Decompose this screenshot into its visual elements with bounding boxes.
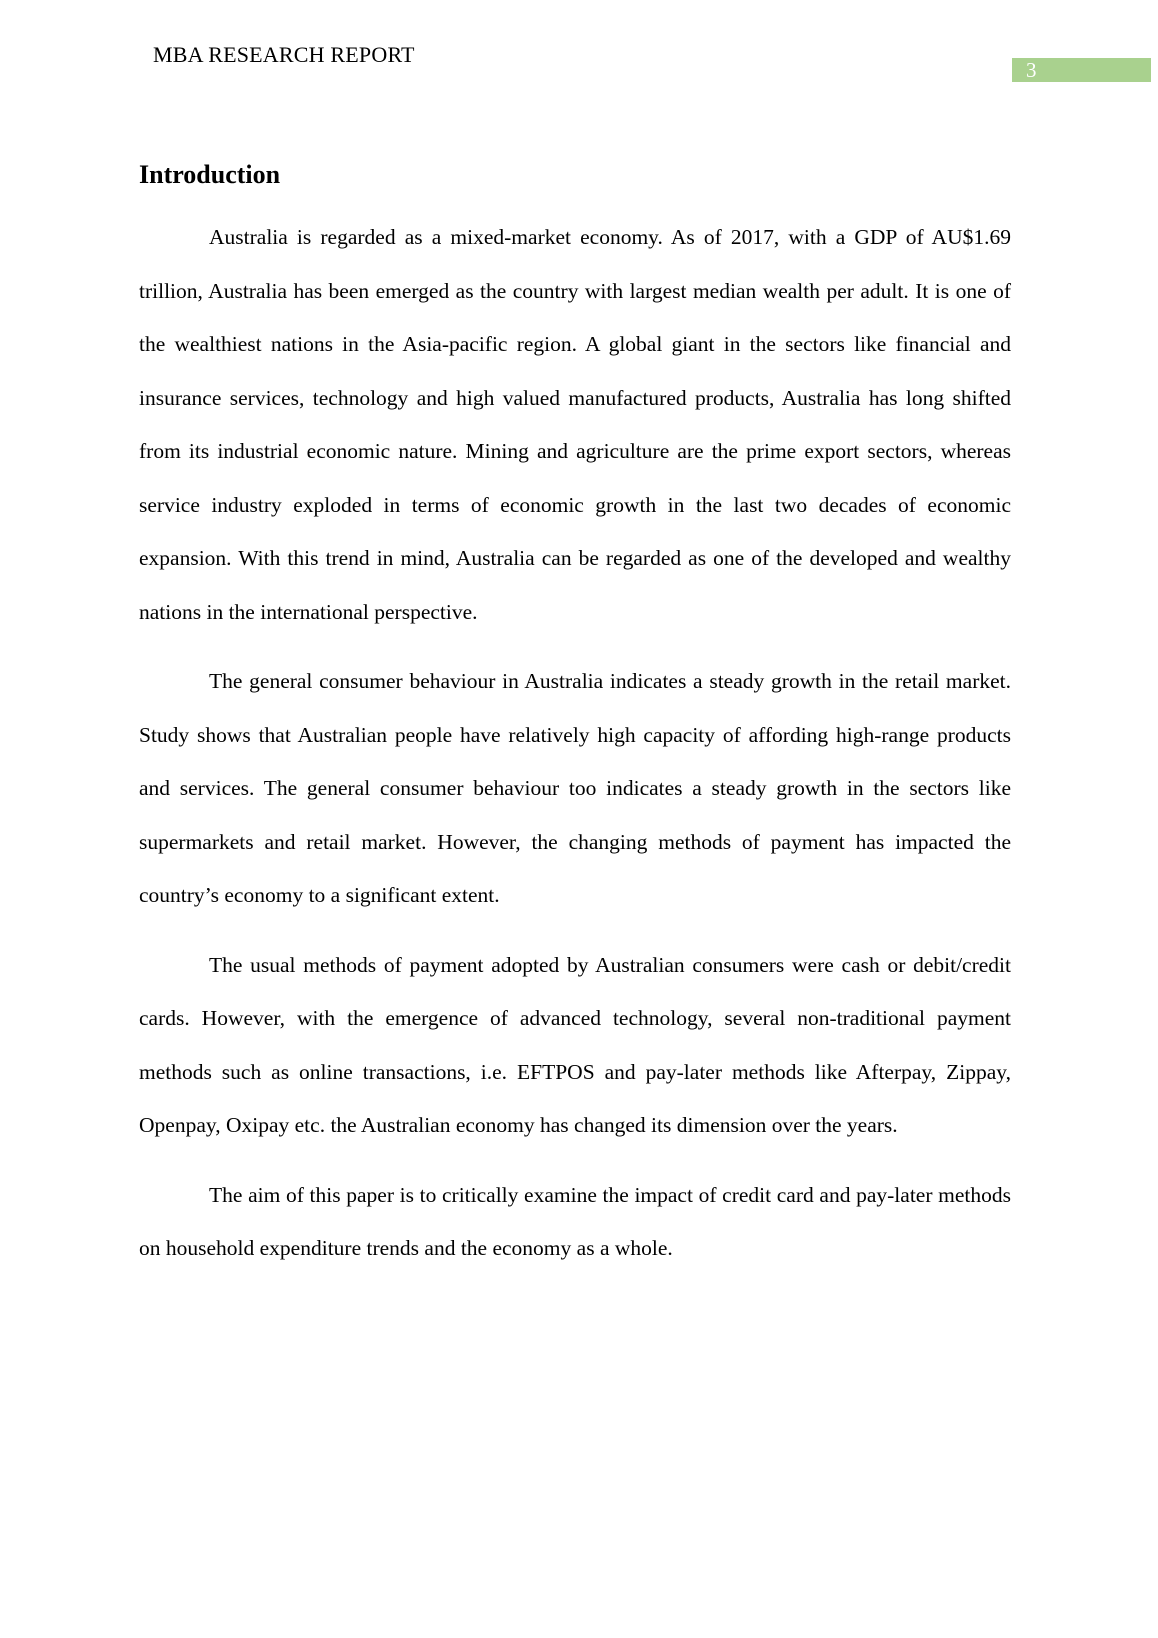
paragraph-3: The usual methods of payment adopted by Australian consumers were cash or debit/credit cards. However, with the emergence of advanced technology, several non-traditional payment methods such as online transactions, i.e. EFTPOS and pay-later methods like Afterpay, Zippay, Openpay, Oxipay etc. the Australian economy has changed its dimension over the years.	[139, 952, 1011, 1137]
paragraph-2: The general consumer behaviour in Australia indicates a steady growth in the retail market. Study shows that Australian people have relatively high capacity of affording high-range products and services. The general consumer behaviour too indicates a steady growth in the sectors like supermarkets and retail market. However, the changing methods of payment has impacted the country’s economy to a significant extent.	[139, 669, 1011, 907]
running-head: MBA RESEARCH REPORT	[153, 42, 415, 67]
body-text	[139, 211, 1011, 1292]
section-heading: Introduction	[139, 160, 281, 189]
page-number: 3	[1012, 58, 1151, 82]
paragraph-1: Australia is regarded as a mixed-market economy. As of 2017, with a GDP of AU$1.69 trillion, Australia has been emerged as the country with largest median wealth per adult. It is one of the wealthiest nations in the Asia-pacific region. A global giant in the sectors like financial and insurance services, technology and high valued manufactured products, Australia has long shifted from its industrial economic nature. Mining and agriculture are the prime export sectors, whereas service industry exploded in terms of economic growth in the last two decades of economic expansion. With this trend in mind, Australia can be regarded as one of the developed and wealthy nations in the international perspective.	[139, 225, 1011, 624]
paragraph-4: The aim of this paper is to critically examine the impact of credit card and pay-later methods on household expenditure trends and the economy as a whole.	[139, 1182, 1011, 1260]
